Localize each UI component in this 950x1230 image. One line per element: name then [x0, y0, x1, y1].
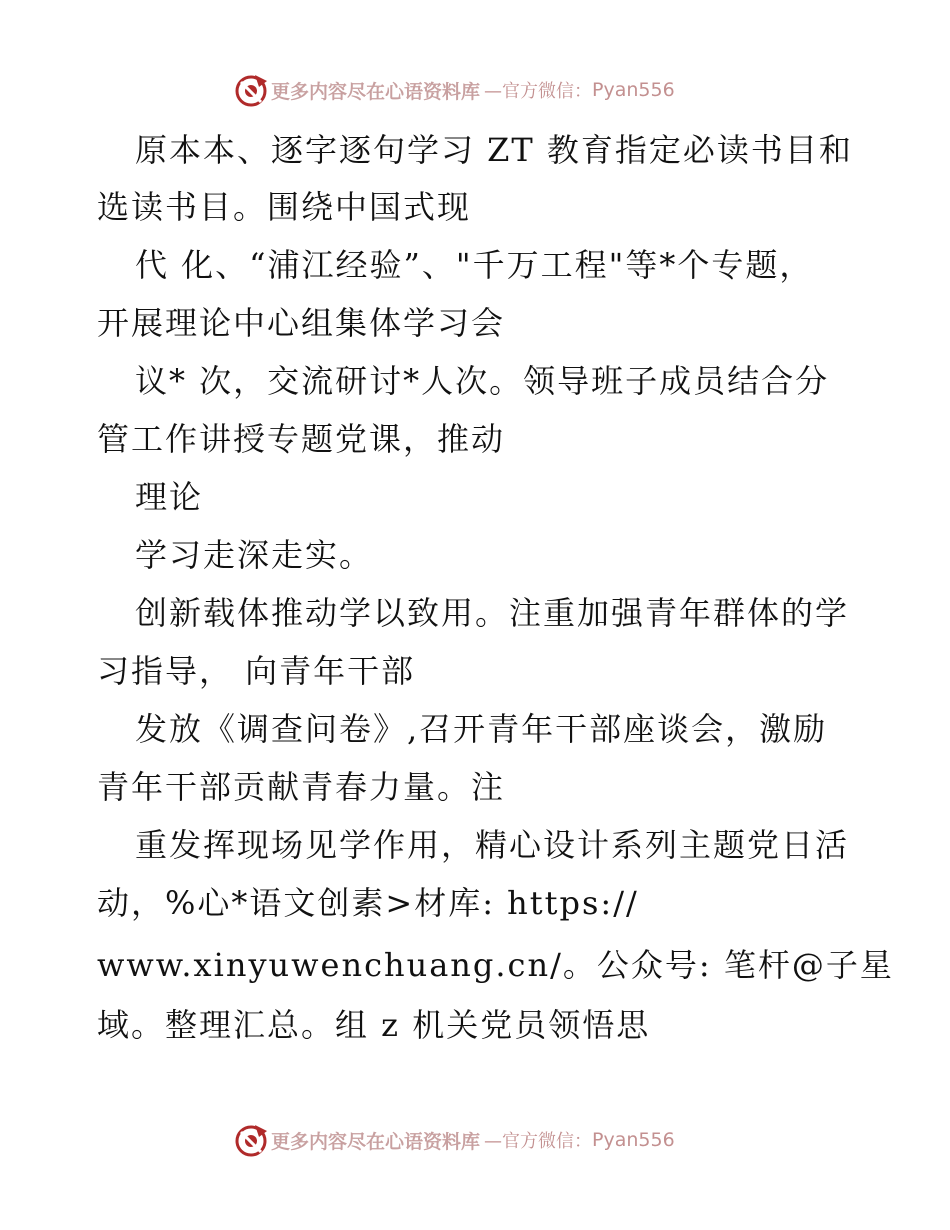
text-line: 开展理论中心组集体学习会 — [97, 304, 506, 342]
text-line: 习指导， 向青年干部 — [97, 652, 416, 690]
banner-title: 更多内容尽在心语资料库 — [271, 1130, 481, 1153]
text-line: 发放《调查问卷》,召开青年干部座谈会，激励 — [135, 710, 828, 748]
text-line: 重发挥现场见学作用，精心设计系列主题党日活 — [135, 826, 850, 864]
banner-title: 更多内容尽在心语资料库 — [271, 80, 481, 103]
text-line: 学习走深走实。 — [135, 536, 374, 574]
text-line: 域。整理汇总。组 z 机关党员领悟思 — [97, 1006, 651, 1044]
text-line: 议* 次，交流研讨*人次。领导班子成员结合分 — [135, 362, 830, 400]
banner-subtitle: —官方微信： — [484, 81, 593, 102]
text-line: 选读书目。围绕中国式现 — [97, 188, 472, 226]
banner-wechat-id: Pyan556 — [592, 1129, 675, 1151]
text-line: www.xinyuwenchuang.cn/。公众号: 笔杆@子星 — [97, 946, 894, 984]
text-line: 创新载体推动学以致用。注重加强青年群体的学 — [135, 594, 850, 632]
text-line: 管工作讲授专题党课，推动 — [97, 420, 506, 458]
banner-wechat-id: Pyan556 — [592, 79, 675, 101]
text-line: 青年干部贡献青春力量。注 — [97, 768, 506, 806]
text-line: 动，%心*语文创素>材库: https:// — [97, 884, 639, 922]
brand-logo-icon — [233, 72, 269, 108]
brand-logo-icon — [233, 1122, 269, 1158]
text-line: 代 化、“浦江经验”、"千万工程"等*个专题， — [135, 246, 814, 284]
header-banner — [233, 70, 733, 110]
banner-subtitle: —官方微信： — [484, 1131, 593, 1152]
text-line: 原本本、逐字逐句学习 ZT 教育指定必读书目和 — [135, 131, 853, 169]
footer-banner — [233, 1120, 733, 1160]
text-line: 理论 — [135, 478, 204, 516]
